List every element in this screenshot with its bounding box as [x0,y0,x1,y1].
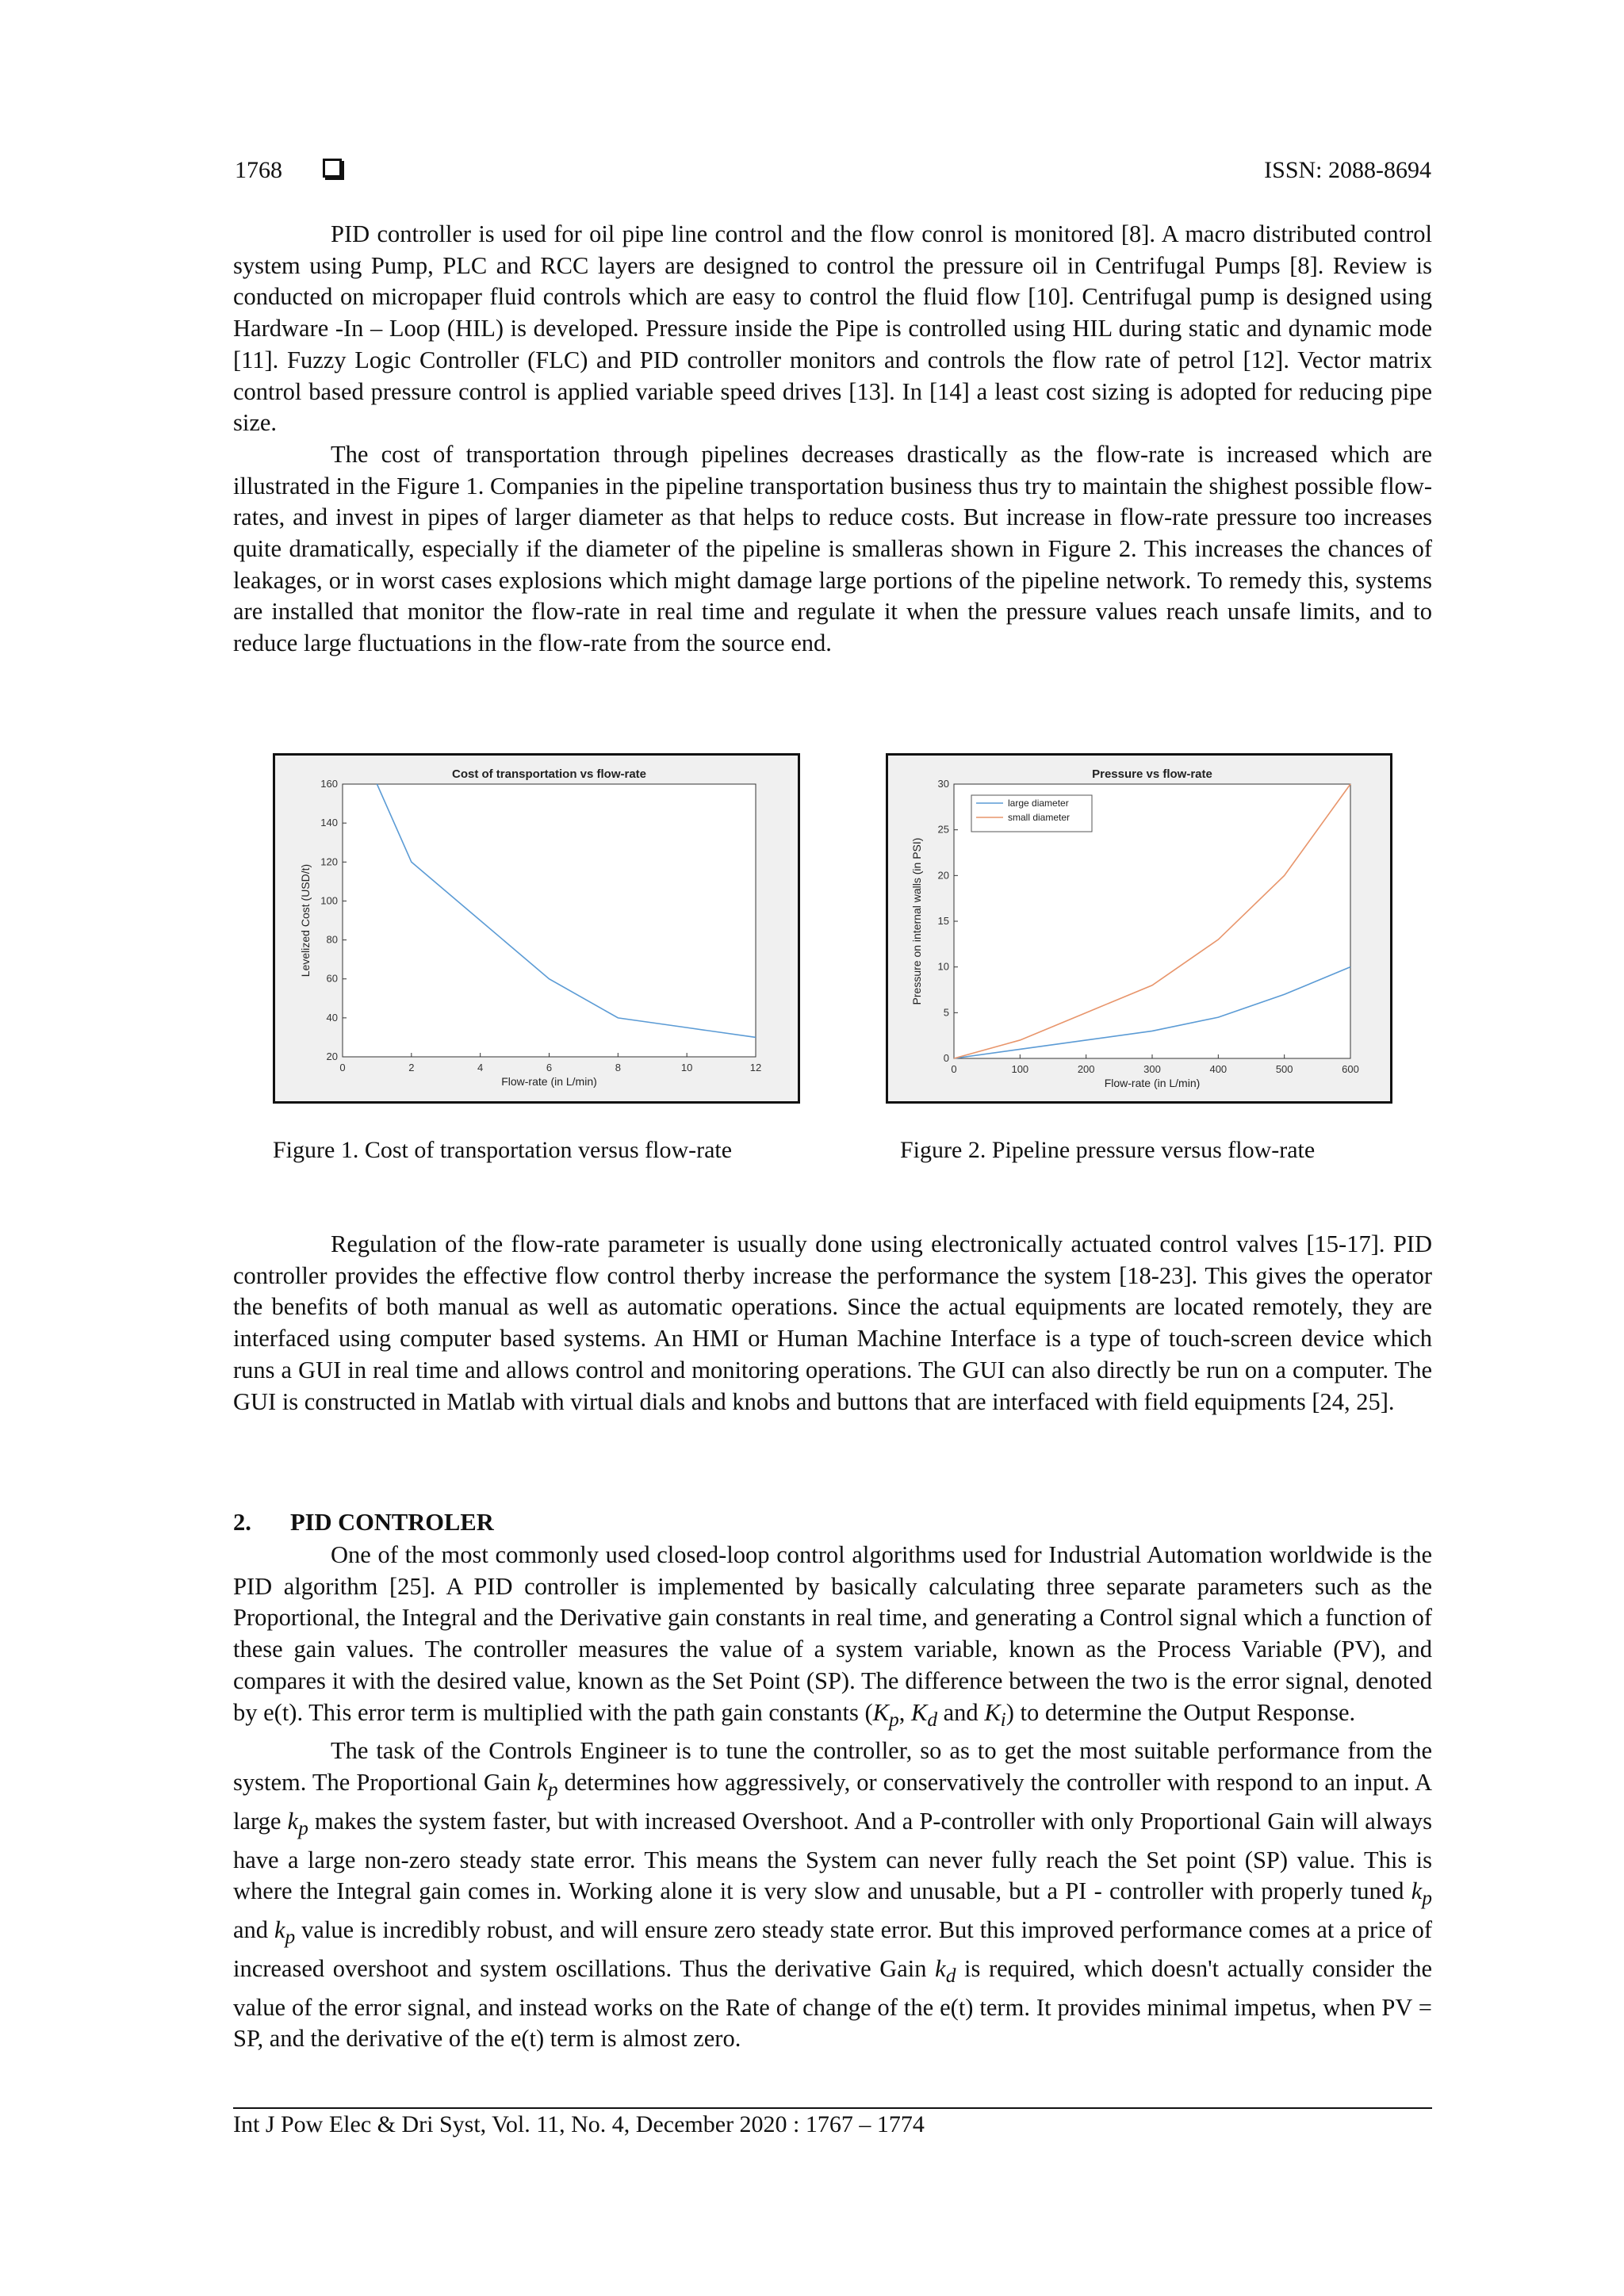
page-number: 1768 [235,157,282,183]
x-tick-label: 8 [615,1062,621,1073]
y-tick-label: 80 [326,933,338,946]
plot-area [343,784,756,1057]
y-tick-label: 15 [937,915,949,927]
y-tick-label: 10 [937,960,949,973]
x-axis-label: Flow-rate (in L/min) [501,1075,597,1088]
figure-2-caption: Figure 2. Pipeline pressure versus flow-rate [900,1137,1316,1163]
x-axis-label: Flow-rate (in L/min) [1104,1077,1201,1089]
x-tick-label: 10 [680,1062,693,1073]
body-text-block-2 [233,1229,1432,1418]
chart-pressure-vs-flow [888,756,1390,1101]
y-tick-label: 40 [326,1011,338,1024]
legend-label: small diameter [1008,812,1071,823]
chart-cost-vs-flow [275,756,798,1101]
paragraph-3: Regulation of the flow-rate parameter is usually done using electronically actuated control valves [15-17]. PID controller provides the effective flow control therby increase the performance the system [18-23]. This gives the operator the benefits of both manual as well as automatic operations. Since the actual equipments are located remotely, they are interfaced using computer based systems. An HMI or Human Machine Interface is a type of touch-screen device which runs a GUI in real time and allows control and monitoring operations. The GUI can also directly be run on a computer. The GUI is constructed in Matlab with virtual dials and knobs and buttons that are interfaced with field equipments [24, 25]. [233,1230,1432,1415]
y-axis-label: Pressure on internal walls (in PSI) [910,837,923,1005]
paragraph-4: One of the most commonly used closed-loop control algorithms used for Industrial Automation worldwide is the PID algorithm [25]. A PID controller is implemented by basically calculating three separate parameters such as the Proportional, the Integral and the Derivative gain constants in real time, and generating a Control signal which a function of these gain values. The controller measures the value of a system variable, known as the Process Variable (PV), and compares it with the desired value, known as the Set Point (SP). The difference between the two is the error signal, denoted by e(t). This error term is multiplied with the path gain constants ($K_p$, $K_d$ and $K_i$) to determine the Output Response. [233,1541,1432,1731]
legend-label: large diameter [1008,798,1069,809]
y-tick-label: 30 [937,778,949,790]
y-tick-label: 20 [326,1050,338,1062]
footer-rule [233,2107,1432,2109]
y-tick-label: 20 [937,869,949,882]
y-tick-label: 100 [320,894,338,907]
x-tick-label: 4 [477,1062,484,1073]
issn: ISSN: 2088-8694 [1264,157,1431,183]
y-tick-label: 140 [320,817,338,829]
y-tick-label: 0 [943,1052,949,1064]
x-tick-label: 0 [951,1063,957,1075]
x-tick-label: 600 [1342,1063,1359,1075]
section-title: PID CONTROLER [290,1509,494,1536]
x-tick-label: 100 [1011,1063,1029,1075]
paragraph-1: PID controller is used for oil pipe line control and the flow conrol is monitored [8]. A macro distributed control system using Pump, PLC and RCC layers are designed to control the pressure oil in Centrifugal Pumps [8]. Review is conducted on micropaper fluid controls which are easy to control the fluid flow [10]. Centrifugal pump is designed using Hardware -In – Loop (HIL) is developed. Pressure inside the Pipe is controlled using HIL during static and dynamic mode [11]. Fuzzy Logic Controller (FLC) and PID controller monitors and controls the flow rate of petrol [12]. Vector matrix control based pressure control is applied variable speed drives [13]. In [14] a least cost sizing is adopted for reducing pipe size. [233,220,1432,437]
y-tick-label: 5 [943,1006,949,1019]
paragraph-2: The cost of transportation through pipelines decreases drastically as the flow-rate is increased which are illustrated in the Figure 1. Companies in the pipeline transportation business thus try to maintain the shighest possible flow-rates, and invest in pipes of larger diameter as that helps to reduce costs. But increase in flow-rate pressure too increases quite dramatically, especially if the diameter of the pipeline is smalleras shown in Figure 2. This increases the chances of leakages, or in worst cases explosions which might damage large portions of the pipeline network. To remedy this, systems are installed that monitor the flow-rate in real time and regulate it when the pressure values reach unsafe limits, and to reduce large fluctuations in the flow-rate from the source end. [233,440,1432,657]
body-text-block-3 [233,1540,1432,2055]
figure-2-chart [886,753,1392,1104]
figure-1-chart [273,753,800,1104]
x-tick-label: 400 [1209,1063,1228,1075]
x-tick-label: 6 [546,1062,553,1073]
section-heading [233,1509,494,1536]
x-tick-label: 12 [749,1062,762,1073]
paragraph-5: The task of the Controls Engineer is to tune the controller, so as to get the most suitable performance from the system. The Proportional Gain $k_p$ determines how aggressively, or conservatively the controller with respond to an input. A large $k_p$ makes the system faster, but with increased Overshoot. And a P-controller with only Proportional Gain will always have a large non-zero steady state error. This means the System can never fully reach the Set point (SP) value. This is where the Integral gain comes in. Working alone it is very slow and unusable, but a PI - controller with properly tuned $k_p$ and $k_p$ value is incredibly robust, and will ensure zero steady state error. But this improved performance comes at a price of increased overshoot and system oscillations. Thus the derivative Gain $k_d$ is required, which doesn't actually consider the value of the error signal, and instead works on the Rate of change of the e(t) term. It provides minimal impetus, when PV = SP, and the derivative of the e(t) term is almost zero. [233,1737,1433,2053]
y-tick-label: 120 [320,855,338,868]
body-text-block-1 [233,219,1432,660]
y-tick-label: 160 [320,778,338,790]
x-tick-label: 2 [408,1062,415,1073]
footer-citation: Int J Pow Elec & Dri Syst, Vol. 11, No. 4, December 2020 : 1767 – 1774 [233,2111,925,2137]
y-tick-label: 25 [937,823,949,836]
x-tick-label: 0 [339,1062,346,1073]
x-tick-label: 500 [1275,1063,1293,1075]
y-tick-label: 60 [326,972,338,985]
figure-1-caption: Figure 1. Cost of transportation versus flow-rate [273,1137,733,1163]
chart-title: Pressure vs flow-rate [1092,767,1212,781]
checkbox-square-icon [323,159,342,178]
chart-title: Cost of transportation vs flow-rate [451,767,647,781]
x-tick-label: 200 [1077,1063,1095,1075]
section-number: 2. [233,1509,251,1536]
y-axis-label: Levelized Cost (USD/t) [299,863,312,978]
x-tick-label: 300 [1143,1063,1161,1075]
